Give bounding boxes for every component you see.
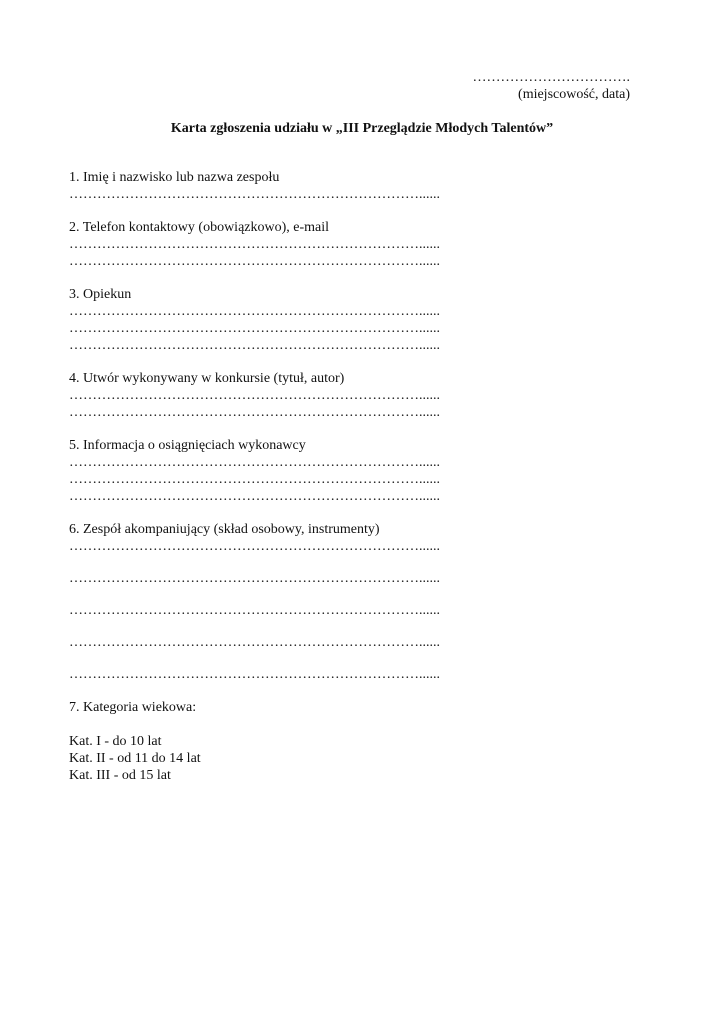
- place-date-field[interactable]: …………………………….: [472, 70, 630, 85]
- section-label-age-category: 7. Kategoria wiekowa:: [69, 700, 197, 715]
- achievements-field-line[interactable]: …………………………………………………………………......: [69, 489, 440, 504]
- section-name: [69, 169, 459, 203]
- section-label-contact: 2. Telefon kontaktowy (obowiązkowo), e-mail: [69, 220, 330, 235]
- section-accompaniment: [69, 521, 459, 683]
- piece-field-line[interactable]: …………………………………………………………………......: [69, 388, 440, 403]
- age-category-item: Kat. I - do 10 lat: [69, 734, 162, 749]
- section-label-piece: 4. Utwór wykonywany w konkursie (tytuł, autor): [69, 371, 345, 386]
- section-label-guardian: 3. Opiekun: [69, 287, 132, 302]
- age-category-item: Kat. II - od 11 do 14 lat: [69, 751, 201, 766]
- guardian-field-line[interactable]: …………………………………………………………………......: [69, 304, 440, 319]
- section-achievements: [69, 437, 459, 505]
- age-category-list: [69, 733, 459, 784]
- application-form: [69, 169, 459, 784]
- section-label-name: 1. Imię i nazwisko lub nazwa zespołu: [69, 170, 280, 185]
- name-field-line[interactable]: …………………………………………………………………......: [69, 187, 440, 202]
- piece-field-line[interactable]: …………………………………………………………………......: [69, 405, 440, 420]
- accompaniment-field-line[interactable]: …………………………………………………………………......: [69, 571, 440, 586]
- accompaniment-field-line[interactable]: …………………………………………………………………......: [69, 635, 440, 650]
- document-title: Karta zgłoszenia udziału w „III Przeglądzie Młodych Talentów”: [170, 121, 554, 136]
- section-age-category: [69, 699, 459, 784]
- accompaniment-field-line[interactable]: …………………………………………………………………......: [69, 667, 440, 682]
- accompaniment-field-line[interactable]: …………………………………………………………………......: [69, 603, 440, 618]
- section-label-achievements: 5. Informacja o osiągnięciach wykonawcy: [69, 438, 306, 453]
- section-piece: [69, 370, 459, 421]
- achievements-field-line[interactable]: …………………………………………………………………......: [69, 455, 440, 470]
- contact-field-line[interactable]: …………………………………………………………………......: [69, 254, 440, 269]
- achievements-field-line[interactable]: …………………………………………………………………......: [69, 472, 440, 487]
- section-contact: [69, 219, 459, 270]
- section-guardian: [69, 286, 459, 354]
- guardian-field-line[interactable]: …………………………………………………………………......: [69, 321, 440, 336]
- place-date-label: (miejscowość, data): [518, 87, 630, 102]
- section-label-accompaniment: 6. Zespół akompaniujący (skład osobowy, instrumenty): [69, 522, 380, 537]
- age-category-item: Kat. III - od 15 lat: [69, 768, 171, 783]
- accompaniment-field-line[interactable]: …………………………………………………………………......: [69, 539, 440, 554]
- contact-field-line[interactable]: …………………………………………………………………......: [69, 237, 440, 252]
- place-date-block: [473, 69, 631, 103]
- guardian-field-line[interactable]: …………………………………………………………………......: [69, 338, 440, 353]
